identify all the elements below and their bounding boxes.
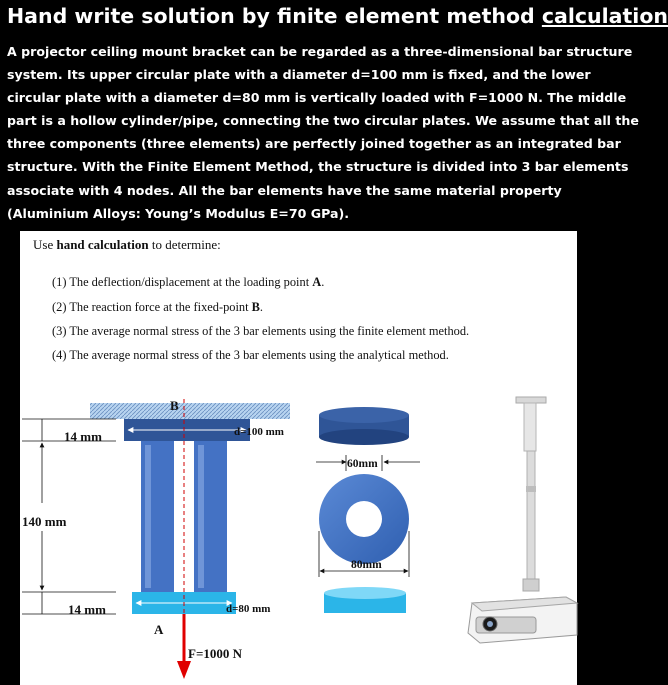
task-3-text: (3) The average normal stress of the 3 bar elements using the finite element method. — [52, 324, 470, 338]
task-1-bold: A — [312, 275, 322, 289]
pipe-left-highlight — [145, 445, 151, 588]
force-label: F=1000 N — [188, 646, 242, 661]
fixed-support — [90, 403, 290, 419]
task-1-end: . — [321, 275, 325, 289]
task-1-text: (1) The deflection/displacement at the loading point — [52, 275, 313, 289]
bottom-thickness-label: 14 mm — [68, 602, 106, 617]
top-thickness-label: 14 mm — [64, 429, 102, 444]
top-disk-face — [319, 407, 409, 423]
problem-statement: A projector ceiling mount bracket can be regarded as a three-dimensional bar structure system. Its upper circular plate with a diameter d=100 mm is fixed, and the lower circular plate with a diameter d=80 mm is vertically loaded with F=1000 N. The middle part is a hollow cylinder/pipe, connecting the two circular plates. We assume that all the three components (three elements) are perfectly joined together as an integrated bar structure. With the Finite Element Method, the structure is divided into 3 bar elements associate with 4 nodes. All the bar elements have the same material property (Aluminium Alloys: Young’s Modulus E=70 GPa). — [7, 44, 639, 221]
page-title — [7, 2, 668, 30]
top-diameter-label: d=100 mm — [234, 426, 284, 438]
pipe-right-highlight — [198, 445, 204, 588]
point-a-label: A — [154, 622, 164, 637]
task-2-text: (2) The reaction force at the fixed-point — [52, 300, 252, 314]
title-underlined-word: calculation — [541, 4, 668, 28]
projector-mount-illustration — [468, 397, 577, 643]
task-4-text: (4) The average normal stress of the 3 bar elements using the analytical method. — [52, 348, 449, 362]
problem-figure — [20, 231, 577, 685]
force-arrow-head — [177, 661, 191, 679]
outer-diameter-label: 80mm — [351, 559, 382, 571]
total-height-label: 140 mm — [22, 514, 67, 529]
bracket-diagram — [20, 231, 577, 685]
top-disk-bottom — [319, 429, 409, 445]
task-2-end: . — [259, 300, 264, 314]
task-2-bold: B — [251, 300, 260, 314]
bottom-diameter-label: d=80 mm — [226, 603, 271, 615]
intro-bold: hand calculation — [56, 237, 149, 252]
title-prefix: Hand write solution by finite element method — [7, 4, 542, 28]
pipe-ring-hole — [346, 501, 382, 537]
point-b-label: B — [170, 398, 179, 413]
intro-prefix: Use — [33, 237, 57, 252]
bottom-disk-face — [324, 587, 406, 599]
intro-suffix: to determine: — [148, 237, 221, 252]
inner-diameter-label: 60mm — [347, 458, 378, 470]
